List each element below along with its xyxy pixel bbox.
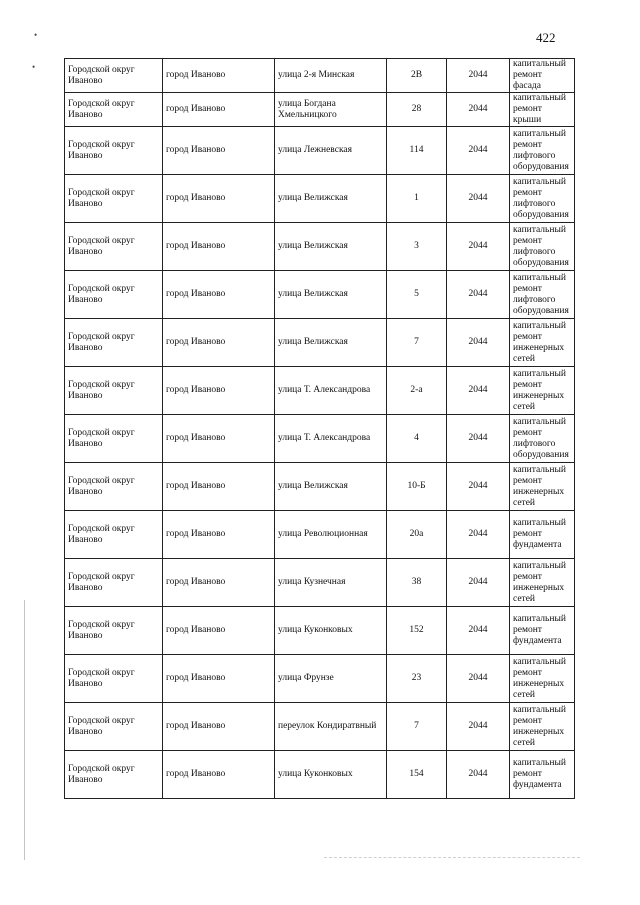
district-cell: Городской округ Иваново <box>65 59 163 93</box>
district-cell: Городской округ Иваново <box>65 559 163 607</box>
district-cell: Городской округ Иваново <box>65 271 163 319</box>
table-row <box>65 93 575 127</box>
table-row <box>65 319 575 367</box>
work-type-cell: капитальный ремонт фасада <box>510 59 575 93</box>
city-cell: город Иваново <box>163 751 275 799</box>
street-cell: улица Куконковых <box>275 751 387 799</box>
table-row <box>65 223 575 271</box>
table-row <box>65 511 575 559</box>
year-cell: 2044 <box>447 93 510 127</box>
year-cell: 2044 <box>447 655 510 703</box>
city-cell: город Иваново <box>163 367 275 415</box>
year-cell: 2044 <box>447 367 510 415</box>
street-cell: улица Куконковых <box>275 607 387 655</box>
house-number-cell: 7 <box>387 319 447 367</box>
district-cell: Городской округ Иваново <box>65 127 163 175</box>
year-cell: 2044 <box>447 415 510 463</box>
work-type-cell: капитальный ремонт инженерных сетей <box>510 319 575 367</box>
street-cell: улица Велижская <box>275 463 387 511</box>
year-cell: 2044 <box>447 127 510 175</box>
house-number-cell: 1 <box>387 175 447 223</box>
house-number-cell: 28 <box>387 93 447 127</box>
work-type-cell: капитальный ремонт фундамента <box>510 607 575 655</box>
street-cell: переулок Кондиратвный <box>275 703 387 751</box>
street-cell: улица Велижская <box>275 271 387 319</box>
scan-speck: • <box>34 30 38 40</box>
table-body <box>65 59 575 799</box>
district-cell: Городской округ Иваново <box>65 607 163 655</box>
city-cell: город Иваново <box>163 703 275 751</box>
work-type-cell: капитальный ремонт крыши <box>510 93 575 127</box>
city-cell: город Иваново <box>163 319 275 367</box>
district-cell: Городской округ Иваново <box>65 703 163 751</box>
city-cell: город Иваново <box>163 655 275 703</box>
year-cell: 2044 <box>447 223 510 271</box>
table-row <box>65 367 575 415</box>
table-row <box>65 655 575 703</box>
street-cell: улица Богдана Хмельницкого <box>275 93 387 127</box>
city-cell: город Иваново <box>163 559 275 607</box>
district-cell: Городской округ Иваново <box>65 93 163 127</box>
table-row <box>65 559 575 607</box>
work-type-cell: капитальный ремонт инженерных сетей <box>510 463 575 511</box>
house-number-cell: 20а <box>387 511 447 559</box>
table-row <box>65 175 575 223</box>
table-row <box>65 127 575 175</box>
city-cell: город Иваново <box>163 607 275 655</box>
work-type-cell: капитальный ремонт лифтового оборудования <box>510 175 575 223</box>
city-cell: город Иваново <box>163 463 275 511</box>
city-cell: город Иваново <box>163 127 275 175</box>
table-row <box>65 59 575 93</box>
street-cell: улица Велижская <box>275 319 387 367</box>
city-cell: город Иваново <box>163 415 275 463</box>
table-row <box>65 271 575 319</box>
house-number-cell: 4 <box>387 415 447 463</box>
house-number-cell: 10-Б <box>387 463 447 511</box>
house-number-cell: 5 <box>387 271 447 319</box>
city-cell: город Иваново <box>163 59 275 93</box>
work-type-cell: капитальный ремонт лифтового оборудования <box>510 271 575 319</box>
year-cell: 2044 <box>447 59 510 93</box>
repair-schedule-table <box>64 58 575 799</box>
street-cell: улица Революционная <box>275 511 387 559</box>
year-cell: 2044 <box>447 463 510 511</box>
scan-edge-line <box>24 600 25 860</box>
table-row <box>65 703 575 751</box>
year-cell: 2044 <box>447 319 510 367</box>
district-cell: Городской округ Иваново <box>65 223 163 271</box>
table-row <box>65 463 575 511</box>
house-number-cell: 114 <box>387 127 447 175</box>
year-cell: 2044 <box>447 703 510 751</box>
street-cell: улица Велижская <box>275 175 387 223</box>
house-number-cell: 2-а <box>387 367 447 415</box>
city-cell: город Иваново <box>163 223 275 271</box>
page-number: 422 <box>536 30 556 45</box>
house-number-cell: 7 <box>387 703 447 751</box>
city-cell: город Иваново <box>163 175 275 223</box>
street-cell: улица Т. Александрова <box>275 367 387 415</box>
scan-bottom-noise <box>324 857 580 858</box>
year-cell: 2044 <box>447 511 510 559</box>
house-number-cell: 3 <box>387 223 447 271</box>
table-row <box>65 751 575 799</box>
house-number-cell: 2В <box>387 59 447 93</box>
street-cell: улица Кузнечная <box>275 559 387 607</box>
district-cell: Городской округ Иваново <box>65 415 163 463</box>
work-type-cell: капитальный ремонт фундамента <box>510 751 575 799</box>
scan-speck: • <box>32 62 36 72</box>
house-number-cell: 152 <box>387 607 447 655</box>
street-cell: улица Т. Александрова <box>275 415 387 463</box>
city-cell: город Иваново <box>163 93 275 127</box>
work-type-cell: капитальный ремонт инженерных сетей <box>510 655 575 703</box>
year-cell: 2044 <box>447 271 510 319</box>
work-type-cell: капитальный ремонт инженерных сетей <box>510 703 575 751</box>
district-cell: Городской округ Иваново <box>65 175 163 223</box>
street-cell: улица 2-я Минская <box>275 59 387 93</box>
table-row <box>65 607 575 655</box>
table-row <box>65 415 575 463</box>
city-cell: город Иваново <box>163 271 275 319</box>
work-type-cell: капитальный ремонт фундамента <box>510 511 575 559</box>
work-type-cell: капитальный ремонт лифтового оборудования <box>510 415 575 463</box>
year-cell: 2044 <box>447 607 510 655</box>
house-number-cell: 154 <box>387 751 447 799</box>
district-cell: Городской округ Иваново <box>65 511 163 559</box>
district-cell: Городской округ Иваново <box>65 367 163 415</box>
year-cell: 2044 <box>447 175 510 223</box>
district-cell: Городской округ Иваново <box>65 751 163 799</box>
district-cell: Городской округ Иваново <box>65 319 163 367</box>
work-type-cell: капитальный ремонт лифтового оборудования <box>510 223 575 271</box>
house-number-cell: 38 <box>387 559 447 607</box>
district-cell: Городской округ Иваново <box>65 463 163 511</box>
city-cell: город Иваново <box>163 511 275 559</box>
house-number-cell: 23 <box>387 655 447 703</box>
district-cell: Городской округ Иваново <box>65 655 163 703</box>
work-type-cell: капитальный ремонт инженерных сетей <box>510 367 575 415</box>
year-cell: 2044 <box>447 751 510 799</box>
street-cell: улица Фрунзе <box>275 655 387 703</box>
year-cell: 2044 <box>447 559 510 607</box>
street-cell: улица Лежневская <box>275 127 387 175</box>
work-type-cell: капитальный ремонт инженерных сетей <box>510 559 575 607</box>
work-type-cell: капитальный ремонт лифтового оборудования <box>510 127 575 175</box>
street-cell: улица Велижская <box>275 223 387 271</box>
